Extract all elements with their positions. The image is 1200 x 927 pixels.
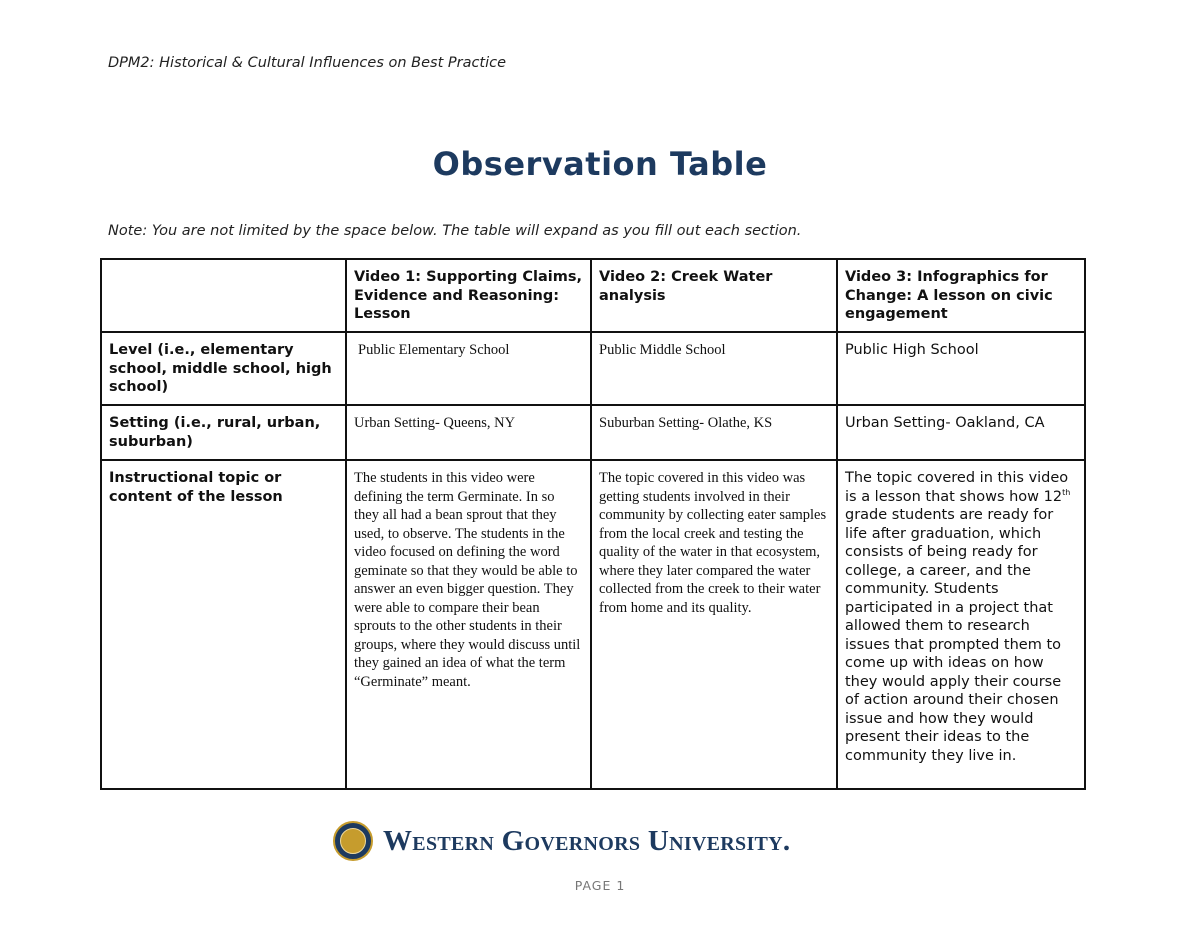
course-header: DPM2: Historical & Cultural Influences on Best Practice [108, 55, 507, 71]
university-logo [333, 818, 790, 864]
cell-topic-video-1: The students in this video were defining the term Germinate. In so they all had a bean sprout that they used, to observe. The students in the video focused on defining the word geminate so that they would be able to answer an even bigger question. They were able to compare their bean sprouts to the other students in their groups, where they would discuss until they gained an idea of what the term “Germinate” meant. [346, 460, 591, 789]
corner-cell [101, 259, 346, 332]
cell-setting-video-2: Suburban Setting- Olathe, KS [591, 405, 837, 460]
observation-table [100, 258, 1086, 790]
cell-setting-video-1: Urban Setting- Queens, NY [346, 405, 591, 460]
cell-level-video-3: Public High School [837, 332, 1085, 405]
wgu-seal-icon [333, 821, 373, 861]
note-text: Note: You are not limited by the space below. The table will expand as you fill out each section. [108, 223, 802, 239]
column-header-video-2: Video 2: Creek Water analysis [591, 259, 837, 332]
row-label-topic: Instructional topic or content of the lesson [101, 460, 346, 789]
column-header-video-1: Video 1: Supporting Claims, Evidence and Reasoning: Lesson [346, 259, 591, 332]
table-row-topic [101, 460, 1085, 789]
page-number: PAGE 1 [574, 878, 626, 893]
university-wordmark [383, 825, 790, 858]
university-name: Western Governors University [383, 824, 783, 857]
cell-topic-video-2: The topic covered in this video was getting students involved in their community by collecting eater samples from the local creek and testing the quality of the water in that ecosystem, where they later compared the water collected from the creek to their water from home and its quality. [591, 460, 837, 789]
cell-setting-video-3: Urban Setting- Oakland, CA [837, 405, 1085, 460]
document-title: Observation Table [432, 145, 768, 183]
table-row-setting [101, 405, 1085, 460]
table-header-row [101, 259, 1085, 332]
ordinal-superscript: th [1062, 487, 1071, 497]
cell-level-video-2: Public Middle School [591, 332, 837, 405]
trademark-dot: . [782, 824, 791, 857]
topic-video-3-text-end: grade students are ready for life after graduation, which consists of being ready for college, a career, and the community. Students participated in a project that allowed them to research issues that prompted them to come up with ideas on how they would apply their course of action around their chosen issue and how they would present their ideas to the community they live in. [845, 507, 1062, 764]
table-row-level [101, 332, 1085, 405]
column-header-video-3: Video 3: Infographics for Change: A lesson on civic engagement [837, 259, 1085, 332]
cell-topic-video-3 [837, 460, 1085, 789]
topic-video-3-text-start: The topic covered in this video is a lesson that shows how 12 [845, 470, 1069, 505]
cell-level-video-1: Public Elementary School [346, 332, 591, 405]
row-label-setting: Setting (i.e., rural, urban, suburban) [101, 405, 346, 460]
row-label-level: Level (i.e., elementary school, middle school, high school) [101, 332, 346, 405]
